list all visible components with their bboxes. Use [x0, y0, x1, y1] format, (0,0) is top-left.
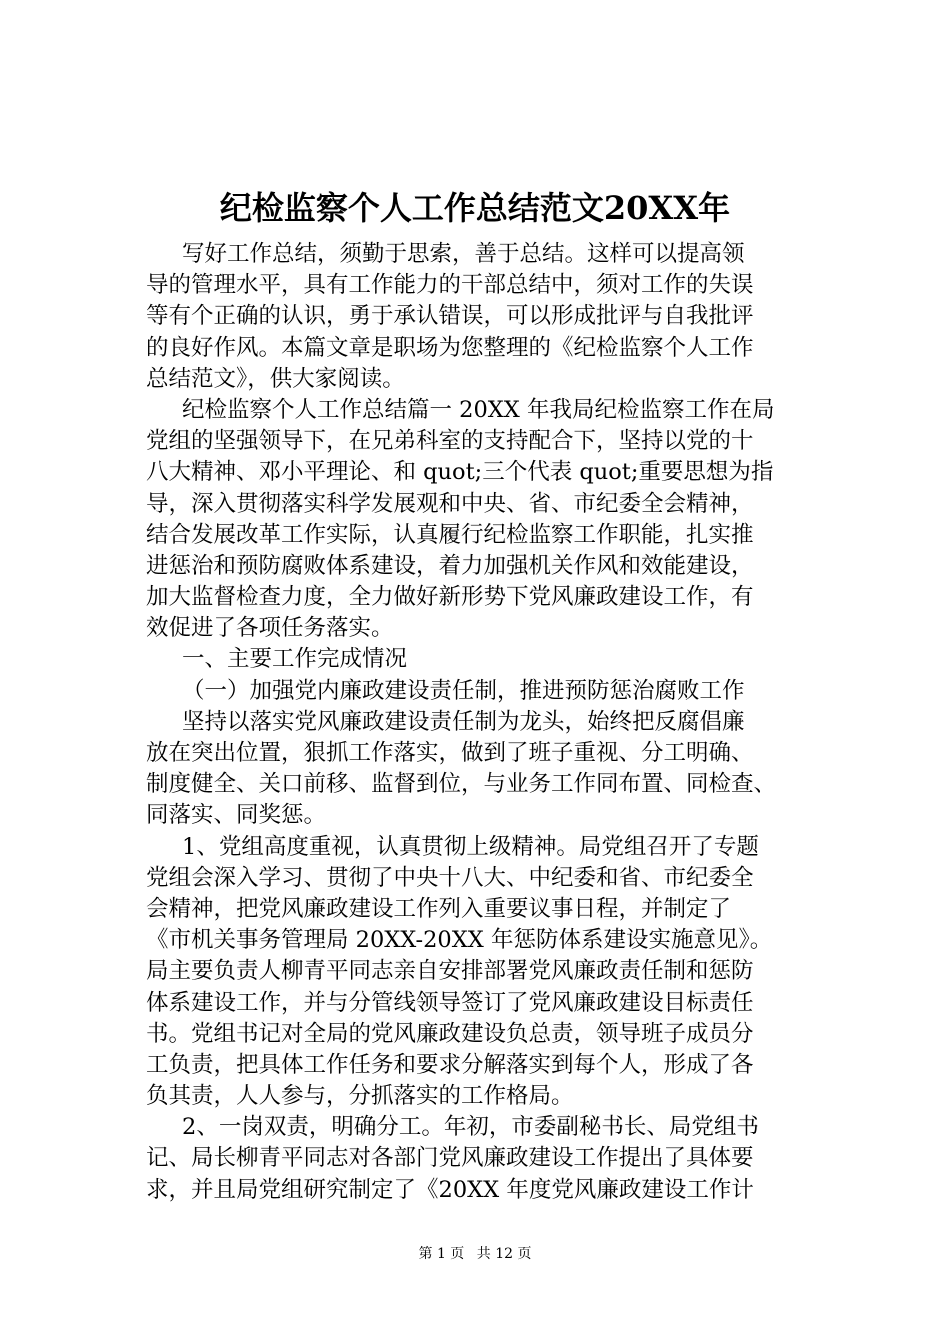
page-footer: [0, 1244, 950, 1264]
paragraph-line: 总结范文》，供大家阅读。: [146, 365, 405, 392]
paragraph-line: 负其责，人人参与，分抓落实的工作格局。: [146, 1083, 574, 1110]
paragraph-line: 坚持以落实党风廉政建设责任制为龙头，始终把反腐倡廉: [182, 708, 745, 735]
paragraph-line: 放在突出位置，狠抓工作落实，做到了班子重视、分工明确、: [146, 740, 754, 766]
paragraph-line: 会精神，把党风廉政建设工作列入重要议事日程，并制定了: [146, 895, 732, 922]
paragraph-line: 写好工作总结，须勤于思索，善于总结。这样可以提高领: [182, 241, 745, 267]
document-title: 纪检监察个人工作总结范文20XX年: [219, 189, 731, 227]
paragraph-line: 纪检监察个人工作总结篇一 20XX 年我局纪检监察工作在局: [182, 396, 775, 423]
paragraph-line: 党组会深入学习、贯彻了中央十八大、中纪委和省、市纪委全: [146, 864, 754, 891]
paragraph: [146, 644, 846, 675]
paragraph-line: 的良好作风。本篇文章是职场为您整理的《纪检监察个人工作: [146, 334, 754, 361]
paragraph: [146, 707, 846, 832]
paragraph-line: 局主要负责人柳青平同志亲自安排部署党风廉政责任制和惩防: [146, 958, 754, 985]
paragraph-line: 记、局长柳青平同志对各部门党风廉政建设工作提出了具体要: [146, 1145, 754, 1172]
paragraph-line: 2、一岗双责，明确分工。年初，市委副秘书长、局党组书: [182, 1114, 759, 1141]
paragraph-line: 等有个正确的认识，勇于承认错误，可以形成批评与自我批评: [146, 303, 754, 330]
paragraph-line: （一）加强党内廉政建设责任制，推进预防惩治腐败工作: [182, 677, 745, 704]
paragraph-line: 党组的坚强领导下，在兄弟科室的支持配合下，坚持以党的十: [146, 428, 754, 455]
paragraph-line: 书。党组书记对全局的党风廉政建设负总责，领导班子成员分: [146, 1020, 754, 1047]
paragraph-line: 1、党组高度重视，认真贯彻上级精神。局党组召开了专题: [182, 833, 759, 860]
page-number: 第 1 页: [418, 1246, 465, 1262]
document-body: [146, 239, 846, 1206]
paragraph: [146, 832, 846, 1113]
paragraph-line: 导的管理水平，具有工作能力的干部总结中，须对工作的失误: [146, 272, 754, 299]
paragraph-line: 一、主要工作完成情况: [182, 646, 408, 673]
paragraph: [146, 395, 846, 645]
paragraph-line: 《市机关事务管理局 20XX-20XX 年惩防体系建设实施意见》。: [146, 927, 773, 954]
paragraph-line: 加大监督检查力度，全力做好新形势下党风廉政建设工作，有: [146, 584, 754, 611]
paragraph: [146, 239, 846, 395]
paragraph-line: 工负责，把具体工作任务和要求分解落实到每个人，形成了各: [146, 1051, 754, 1078]
paragraph: [146, 676, 846, 707]
paragraph-line: 进惩治和预防腐败体系建设，着力加强机关作风和效能建设，: [146, 552, 754, 579]
paragraph-line: 制度健全、关口前移、监督到位，与业务工作同布置、同检查、: [146, 771, 777, 798]
paragraph-line: 八大精神、邓小平理论、和 quot;三个代表 quot;重要思想为指: [146, 459, 774, 486]
page-total: 共 12 页: [476, 1246, 532, 1262]
paragraph-line: 体系建设工作，并与分管线领导签订了党风廉政建设目标责任: [146, 989, 754, 1016]
paragraph-line: 导，深入贯彻落实科学发展观和中央、省、市纪委全会精神，: [146, 490, 754, 517]
paragraph-line: 结合发展改革工作实际，认真履行纪检监察工作职能，扎实推: [146, 521, 754, 548]
paragraph-line: 效促进了各项任务落实。: [146, 615, 394, 642]
paragraph-line: 求，并且局党组研究制定了《20XX 年度党风廉政建设工作计: [146, 1176, 754, 1203]
paragraph: [146, 1112, 846, 1206]
paragraph-line: 同落实、同奖惩。: [146, 802, 327, 829]
